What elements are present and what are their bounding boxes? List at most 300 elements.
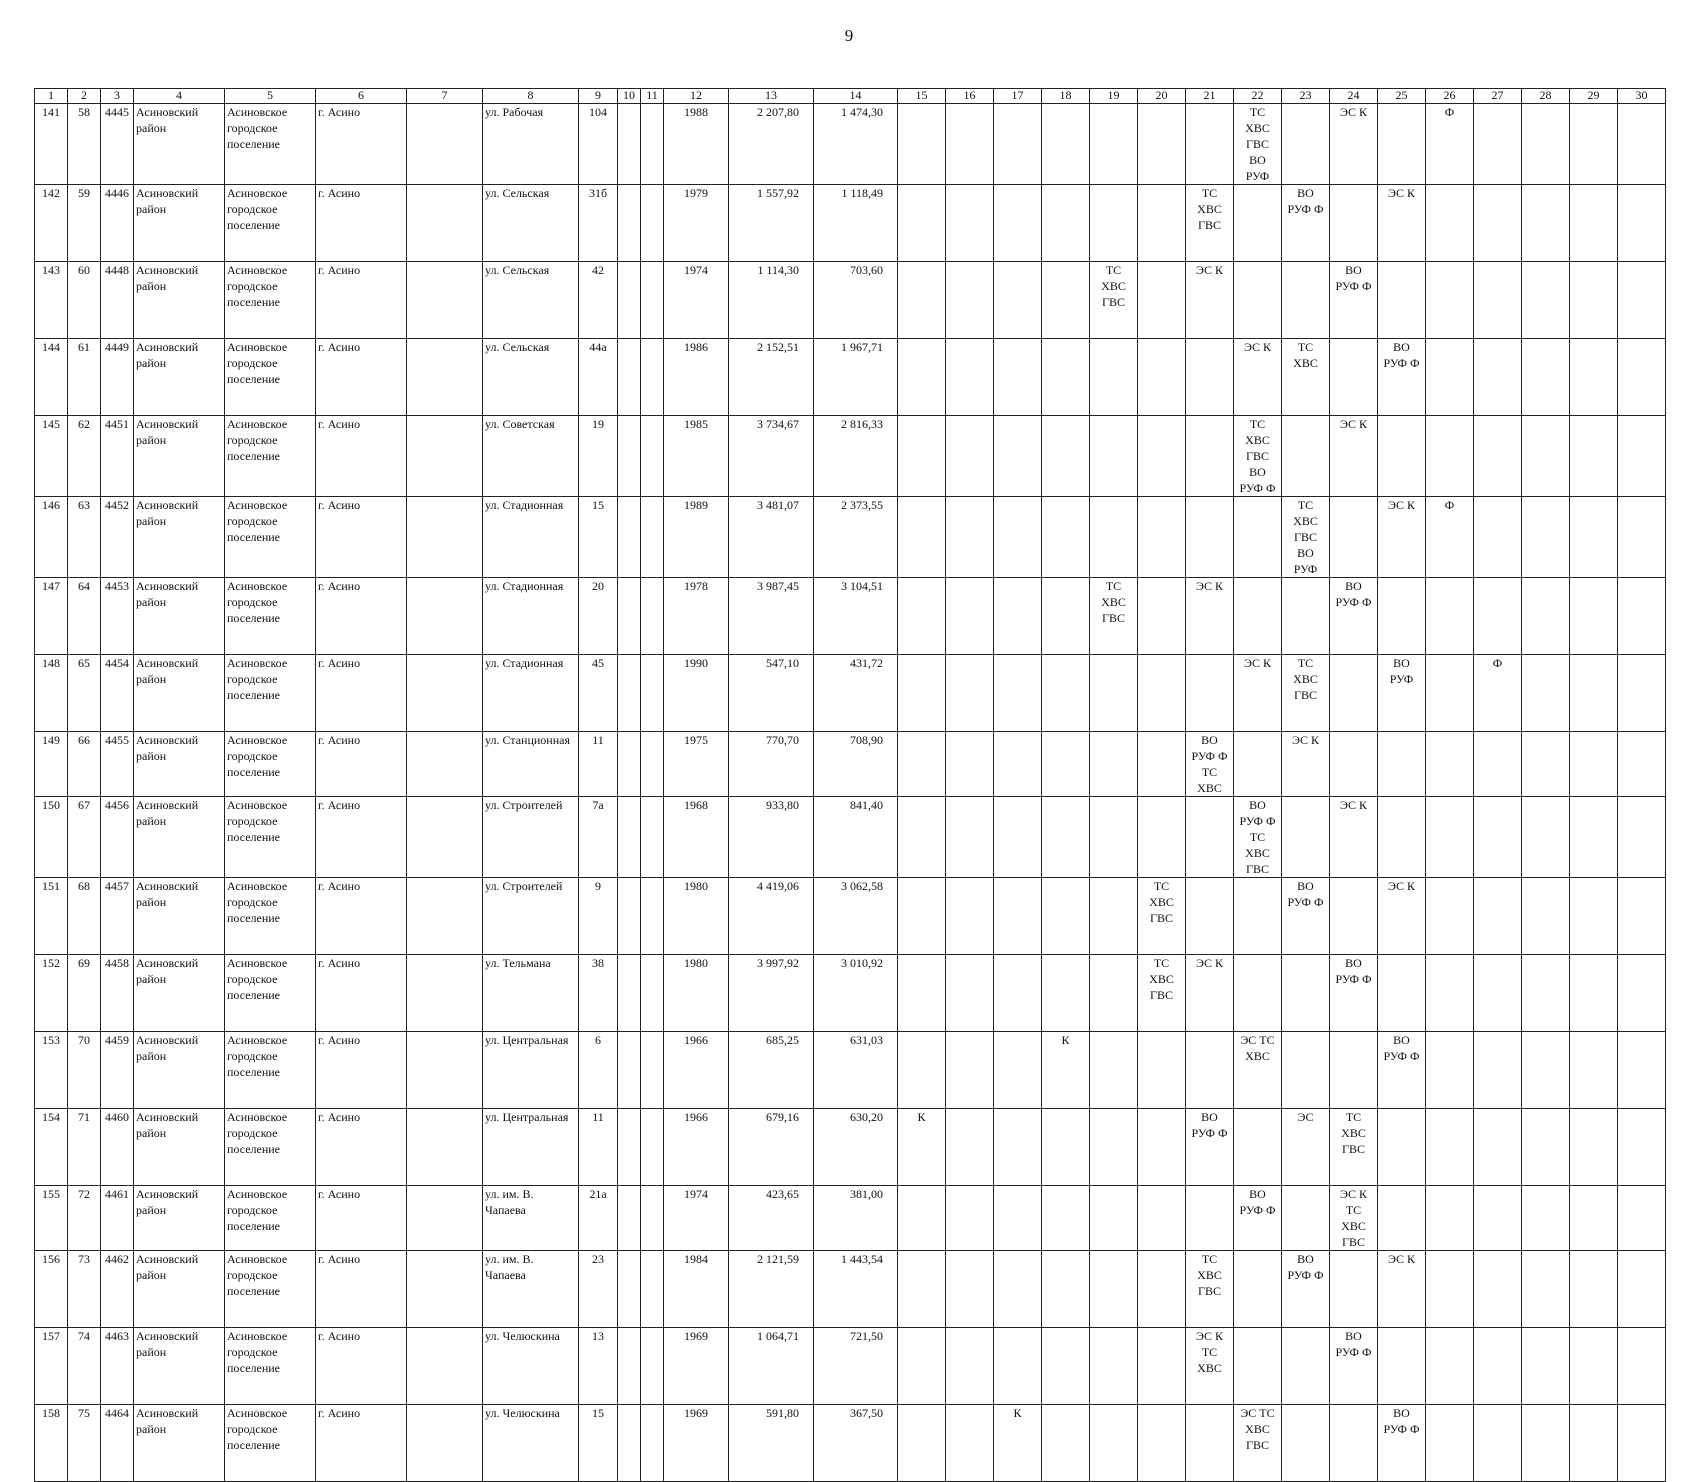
cell-street: ул. Рабочая (483, 104, 579, 185)
cell-empty (407, 732, 483, 797)
cell-empty (946, 1405, 994, 1482)
cell-empty (946, 1032, 994, 1109)
cell-empty (1234, 732, 1282, 797)
cell-district: Асиновский район (134, 878, 225, 955)
column-header: 12 (664, 89, 729, 104)
cell-empty (946, 262, 994, 339)
cell-empty (1522, 104, 1570, 185)
cell-empty (1570, 1251, 1618, 1328)
cell-year: 1990 (664, 655, 729, 732)
cell-empty (1186, 797, 1234, 878)
cell-empty (946, 797, 994, 878)
cell-n2: 59 (68, 185, 101, 262)
cell-utility-code: ВО РУФ Ф (1282, 878, 1330, 955)
cell-empty (1090, 497, 1138, 578)
cell-utility-code: Ф (1474, 655, 1522, 732)
cell-empty (1618, 262, 1666, 339)
cell-utility-code: К (994, 1405, 1042, 1482)
cell-utility-code: ТС ХВС ГВС ВО РУФ (1234, 104, 1282, 185)
cell-empty (1426, 1405, 1474, 1482)
cell-empty (994, 1109, 1042, 1186)
cell-empty (1522, 339, 1570, 416)
cell-empty (1330, 732, 1378, 797)
cell-year: 1980 (664, 878, 729, 955)
cell-empty (618, 1032, 641, 1109)
cell-n1: 150 (35, 797, 68, 878)
cell-empty (618, 1405, 641, 1482)
cell-area-total: 1 114,30 (729, 262, 814, 339)
cell-empty (994, 1328, 1042, 1405)
cell-area-total: 679,16 (729, 1109, 814, 1186)
cell-area-total: 3 997,92 (729, 955, 814, 1032)
cell-empty (1618, 1405, 1666, 1482)
cell-n3: 4449 (101, 339, 134, 416)
cell-utility-code: ЭС К (1378, 185, 1426, 262)
cell-empty (1186, 104, 1234, 185)
cell-empty (407, 339, 483, 416)
cell-empty (1330, 185, 1378, 262)
cell-empty (1522, 1405, 1570, 1482)
cell-empty (618, 497, 641, 578)
cell-empty (618, 732, 641, 797)
cell-empty (407, 955, 483, 1032)
cell-n3: 4451 (101, 416, 134, 497)
cell-district: Асиновский район (134, 732, 225, 797)
cell-house: 31б (579, 185, 618, 262)
cell-city: г. Асино (316, 339, 407, 416)
cell-empty (1570, 732, 1618, 797)
column-number-header (35, 89, 1666, 104)
cell-house: 9 (579, 878, 618, 955)
cell-empty (1138, 1186, 1186, 1251)
cell-empty (618, 1186, 641, 1251)
cell-utility-code: ВО РУФ Ф (1186, 1109, 1234, 1186)
table-row (35, 955, 1666, 1032)
cell-empty (1426, 262, 1474, 339)
cell-settlement: Асиновское городское поселение (225, 955, 316, 1032)
cell-empty (1522, 1109, 1570, 1186)
cell-n3: 4462 (101, 1251, 134, 1328)
cell-house: 13 (579, 1328, 618, 1405)
cell-empty (1378, 1109, 1426, 1186)
cell-street: ул. Станционная (483, 732, 579, 797)
cell-empty (407, 104, 483, 185)
cell-empty (641, 1109, 664, 1186)
cell-area-total: 2 207,80 (729, 104, 814, 185)
cell-empty (946, 104, 994, 185)
column-header: 25 (1378, 89, 1426, 104)
cell-utility-code: ВО РУФ (1378, 655, 1426, 732)
cell-empty (1618, 104, 1666, 185)
cell-empty (1426, 339, 1474, 416)
cell-empty (1522, 497, 1570, 578)
cell-house: 6 (579, 1032, 618, 1109)
cell-empty (1618, 655, 1666, 732)
cell-district: Асиновский район (134, 1109, 225, 1186)
cell-empty (641, 497, 664, 578)
cell-empty (1186, 339, 1234, 416)
cell-city: г. Асино (316, 1186, 407, 1251)
cell-empty (898, 955, 946, 1032)
cell-n2: 68 (68, 878, 101, 955)
cell-empty (407, 1405, 483, 1482)
column-header: 3 (101, 89, 134, 104)
cell-empty (1090, 1405, 1138, 1482)
cell-empty (1090, 1186, 1138, 1251)
cell-area-living: 721,50 (814, 1328, 898, 1405)
cell-district: Асиновский район (134, 1032, 225, 1109)
cell-utility-code: Ф (1426, 104, 1474, 185)
table-row (35, 1251, 1666, 1328)
cell-house: 15 (579, 1405, 618, 1482)
cell-empty (1570, 797, 1618, 878)
cell-settlement: Асиновское городское поселение (225, 1109, 316, 1186)
cell-utility-code: ТС ХВС ГВС (1138, 955, 1186, 1032)
cell-utility-code: ВО РУФ Ф (1378, 1032, 1426, 1109)
cell-district: Асиновский район (134, 497, 225, 578)
cell-empty (641, 732, 664, 797)
cell-area-living: 1 474,30 (814, 104, 898, 185)
column-header: 5 (225, 89, 316, 104)
cell-n2: 58 (68, 104, 101, 185)
cell-empty (1042, 104, 1090, 185)
cell-empty (946, 1109, 994, 1186)
table-row (35, 878, 1666, 955)
cell-empty (1378, 732, 1426, 797)
cell-empty (641, 185, 664, 262)
cell-settlement: Асиновское городское поселение (225, 732, 316, 797)
table-row (35, 185, 1666, 262)
cell-empty (1138, 104, 1186, 185)
column-header: 18 (1042, 89, 1090, 104)
cell-empty (1474, 185, 1522, 262)
cell-empty (1042, 578, 1090, 655)
column-header: 4 (134, 89, 225, 104)
cell-empty (1474, 732, 1522, 797)
cell-empty (1090, 339, 1138, 416)
cell-year: 1985 (664, 416, 729, 497)
cell-empty (1570, 416, 1618, 497)
cell-empty (618, 416, 641, 497)
cell-n1: 155 (35, 1186, 68, 1251)
cell-n1: 156 (35, 1251, 68, 1328)
column-header: 29 (1570, 89, 1618, 104)
cell-empty (898, 262, 946, 339)
cell-empty (1138, 497, 1186, 578)
cell-area-total: 3 734,67 (729, 416, 814, 497)
cell-empty (946, 578, 994, 655)
cell-city: г. Асино (316, 185, 407, 262)
cell-utility-code: ЭС К (1186, 578, 1234, 655)
cell-n3: 4448 (101, 262, 134, 339)
cell-area-living: 3 104,51 (814, 578, 898, 655)
cell-empty (641, 1186, 664, 1251)
cell-empty (898, 339, 946, 416)
cell-n3: 4459 (101, 1032, 134, 1109)
cell-empty (1282, 262, 1330, 339)
cell-settlement: Асиновское городское поселение (225, 339, 316, 416)
cell-n1: 141 (35, 104, 68, 185)
cell-district: Асиновский район (134, 339, 225, 416)
cell-empty (1090, 416, 1138, 497)
cell-n3: 4446 (101, 185, 134, 262)
table-row (35, 497, 1666, 578)
cell-empty (898, 1405, 946, 1482)
cell-year: 1968 (664, 797, 729, 878)
cell-district: Асиновский район (134, 578, 225, 655)
cell-empty (1570, 1186, 1618, 1251)
cell-n2: 75 (68, 1405, 101, 1482)
column-header: 8 (483, 89, 579, 104)
cell-empty (1618, 955, 1666, 1032)
cell-utility-code: ЭС К (1234, 655, 1282, 732)
cell-empty (641, 1405, 664, 1482)
cell-empty (1474, 578, 1522, 655)
cell-house: 42 (579, 262, 618, 339)
cell-empty (946, 1328, 994, 1405)
cell-empty (898, 878, 946, 955)
cell-empty (641, 1328, 664, 1405)
cell-street: ул. Центральная (483, 1032, 579, 1109)
cell-street: ул. Стадионная (483, 655, 579, 732)
cell-empty (1522, 578, 1570, 655)
cell-area-living: 841,40 (814, 797, 898, 878)
table-row (35, 339, 1666, 416)
cell-empty (994, 1251, 1042, 1328)
cell-empty (1042, 1109, 1090, 1186)
cell-empty (1426, 955, 1474, 1032)
cell-empty (1186, 497, 1234, 578)
cell-empty (898, 655, 946, 732)
cell-empty (994, 339, 1042, 416)
cell-city: г. Асино (316, 578, 407, 655)
cell-empty (1186, 655, 1234, 732)
column-header: 28 (1522, 89, 1570, 104)
cell-empty (618, 955, 641, 1032)
cell-area-living: 1 118,49 (814, 185, 898, 262)
cell-n3: 4453 (101, 578, 134, 655)
cell-n1: 144 (35, 339, 68, 416)
cell-area-total: 1 064,71 (729, 1328, 814, 1405)
cell-empty (994, 878, 1042, 955)
cell-area-living: 708,90 (814, 732, 898, 797)
column-header: 27 (1474, 89, 1522, 104)
cell-street: ул. Стадионная (483, 578, 579, 655)
cell-empty (898, 1328, 946, 1405)
cell-empty (1570, 262, 1618, 339)
cell-empty (1234, 955, 1282, 1032)
cell-n3: 4456 (101, 797, 134, 878)
cell-district: Асиновский район (134, 262, 225, 339)
cell-n1: 148 (35, 655, 68, 732)
cell-house: 15 (579, 497, 618, 578)
table-row (35, 1032, 1666, 1109)
cell-utility-code: ЭС К (1378, 497, 1426, 578)
cell-empty (1570, 878, 1618, 955)
cell-empty (1618, 339, 1666, 416)
cell-empty (1282, 955, 1330, 1032)
cell-house: 45 (579, 655, 618, 732)
cell-settlement: Асиновское городское поселение (225, 497, 316, 578)
cell-year: 1989 (664, 497, 729, 578)
cell-empty (994, 416, 1042, 497)
cell-empty (994, 578, 1042, 655)
cell-utility-code: ЭС К (1330, 416, 1378, 497)
cell-empty (1138, 416, 1186, 497)
cell-street: ул. Челюскина (483, 1405, 579, 1482)
cell-empty (1042, 797, 1090, 878)
table-row (35, 262, 1666, 339)
cell-utility-code: ЭС К (1330, 104, 1378, 185)
column-header: 19 (1090, 89, 1138, 104)
cell-house: 38 (579, 955, 618, 1032)
column-header: 30 (1618, 89, 1666, 104)
cell-utility-code: ЭС К (1282, 732, 1330, 797)
cell-empty (946, 497, 994, 578)
cell-empty (641, 578, 664, 655)
cell-empty (1042, 655, 1090, 732)
column-header: 15 (898, 89, 946, 104)
column-header: 20 (1138, 89, 1186, 104)
table-row (35, 655, 1666, 732)
cell-empty (618, 797, 641, 878)
cell-year: 1966 (664, 1109, 729, 1186)
cell-empty (407, 497, 483, 578)
cell-empty (1474, 1186, 1522, 1251)
cell-empty (1426, 1032, 1474, 1109)
table-row (35, 1405, 1666, 1482)
cell-settlement: Асиновское городское поселение (225, 1032, 316, 1109)
cell-empty (1042, 185, 1090, 262)
cell-area-living: 3 062,58 (814, 878, 898, 955)
cell-utility-code: ВО РУФ Ф (1330, 955, 1378, 1032)
cell-empty (946, 655, 994, 732)
cell-empty (1378, 1186, 1426, 1251)
column-header: 7 (407, 89, 483, 104)
cell-empty (994, 1032, 1042, 1109)
housing-register-table (34, 88, 1666, 1482)
cell-n1: 151 (35, 878, 68, 955)
cell-utility-code: ВО РУФ Ф (1330, 578, 1378, 655)
cell-empty (1090, 1032, 1138, 1109)
cell-empty (1474, 1032, 1522, 1109)
cell-empty (1138, 578, 1186, 655)
cell-empty (618, 1328, 641, 1405)
cell-n3: 4458 (101, 955, 134, 1032)
cell-empty (1426, 578, 1474, 655)
column-header: 17 (994, 89, 1042, 104)
cell-area-total: 3 481,07 (729, 497, 814, 578)
cell-empty (1522, 1186, 1570, 1251)
cell-empty (1618, 1032, 1666, 1109)
cell-settlement: Асиновское городское поселение (225, 262, 316, 339)
cell-empty (1570, 955, 1618, 1032)
cell-utility-code: ЭС К (1378, 878, 1426, 955)
cell-house: 19 (579, 416, 618, 497)
cell-empty (1378, 416, 1426, 497)
cell-empty (994, 955, 1042, 1032)
cell-city: г. Асино (316, 1032, 407, 1109)
cell-n2: 72 (68, 1186, 101, 1251)
cell-n3: 4452 (101, 497, 134, 578)
cell-empty (1042, 262, 1090, 339)
cell-empty (1474, 797, 1522, 878)
cell-n2: 65 (68, 655, 101, 732)
cell-city: г. Асино (316, 955, 407, 1032)
cell-street: ул. Строителей (483, 797, 579, 878)
cell-n1: 143 (35, 262, 68, 339)
cell-n3: 4461 (101, 1186, 134, 1251)
cell-street: ул. Сельская (483, 339, 579, 416)
table-row (35, 578, 1666, 655)
cell-empty (407, 416, 483, 497)
cell-utility-code: ТС ХВС ГВС ВО РУФ Ф (1234, 416, 1282, 497)
cell-area-total: 547,10 (729, 655, 814, 732)
cell-empty (641, 416, 664, 497)
cell-empty (1090, 1109, 1138, 1186)
cell-area-living: 703,60 (814, 262, 898, 339)
cell-empty (407, 1186, 483, 1251)
cell-n1: 149 (35, 732, 68, 797)
cell-utility-code: ЭС К (1378, 1251, 1426, 1328)
cell-empty (1186, 1186, 1234, 1251)
cell-empty (1618, 416, 1666, 497)
cell-n3: 4454 (101, 655, 134, 732)
cell-empty (641, 955, 664, 1032)
cell-empty (1522, 797, 1570, 878)
cell-empty (1090, 185, 1138, 262)
cell-settlement: Асиновское городское поселение (225, 1251, 316, 1328)
table-row (35, 732, 1666, 797)
cell-district: Асиновский район (134, 104, 225, 185)
cell-street: ул. Тельмана (483, 955, 579, 1032)
cell-year: 1966 (664, 1032, 729, 1109)
cell-empty (1234, 878, 1282, 955)
cell-utility-code: ТС ХВС ГВС (1138, 878, 1186, 955)
cell-n1: 158 (35, 1405, 68, 1482)
cell-empty (1234, 185, 1282, 262)
cell-empty (1330, 878, 1378, 955)
cell-empty (898, 1186, 946, 1251)
cell-empty (618, 1109, 641, 1186)
cell-house: 7а (579, 797, 618, 878)
cell-empty (1042, 497, 1090, 578)
table-body (35, 104, 1666, 1482)
cell-n1: 145 (35, 416, 68, 497)
cell-house: 23 (579, 1251, 618, 1328)
cell-empty (1618, 797, 1666, 878)
cell-empty (1090, 104, 1138, 185)
cell-empty (1138, 1032, 1186, 1109)
cell-utility-code: ВО РУФ Ф ТС ХВС (1186, 732, 1234, 797)
cell-empty (641, 1251, 664, 1328)
cell-district: Асиновский район (134, 1405, 225, 1482)
cell-empty (1042, 339, 1090, 416)
cell-utility-code: ВО РУФ Ф (1234, 1186, 1282, 1251)
cell-street: ул. Сельская (483, 262, 579, 339)
cell-empty (1282, 104, 1330, 185)
cell-area-total: 2 152,51 (729, 339, 814, 416)
cell-empty (1426, 1251, 1474, 1328)
cell-empty (1234, 497, 1282, 578)
cell-empty (1570, 185, 1618, 262)
cell-n1: 147 (35, 578, 68, 655)
cell-empty (1426, 1109, 1474, 1186)
cell-empty (1378, 262, 1426, 339)
cell-year: 1984 (664, 1251, 729, 1328)
cell-empty (641, 339, 664, 416)
cell-settlement: Асиновское городское поселение (225, 797, 316, 878)
